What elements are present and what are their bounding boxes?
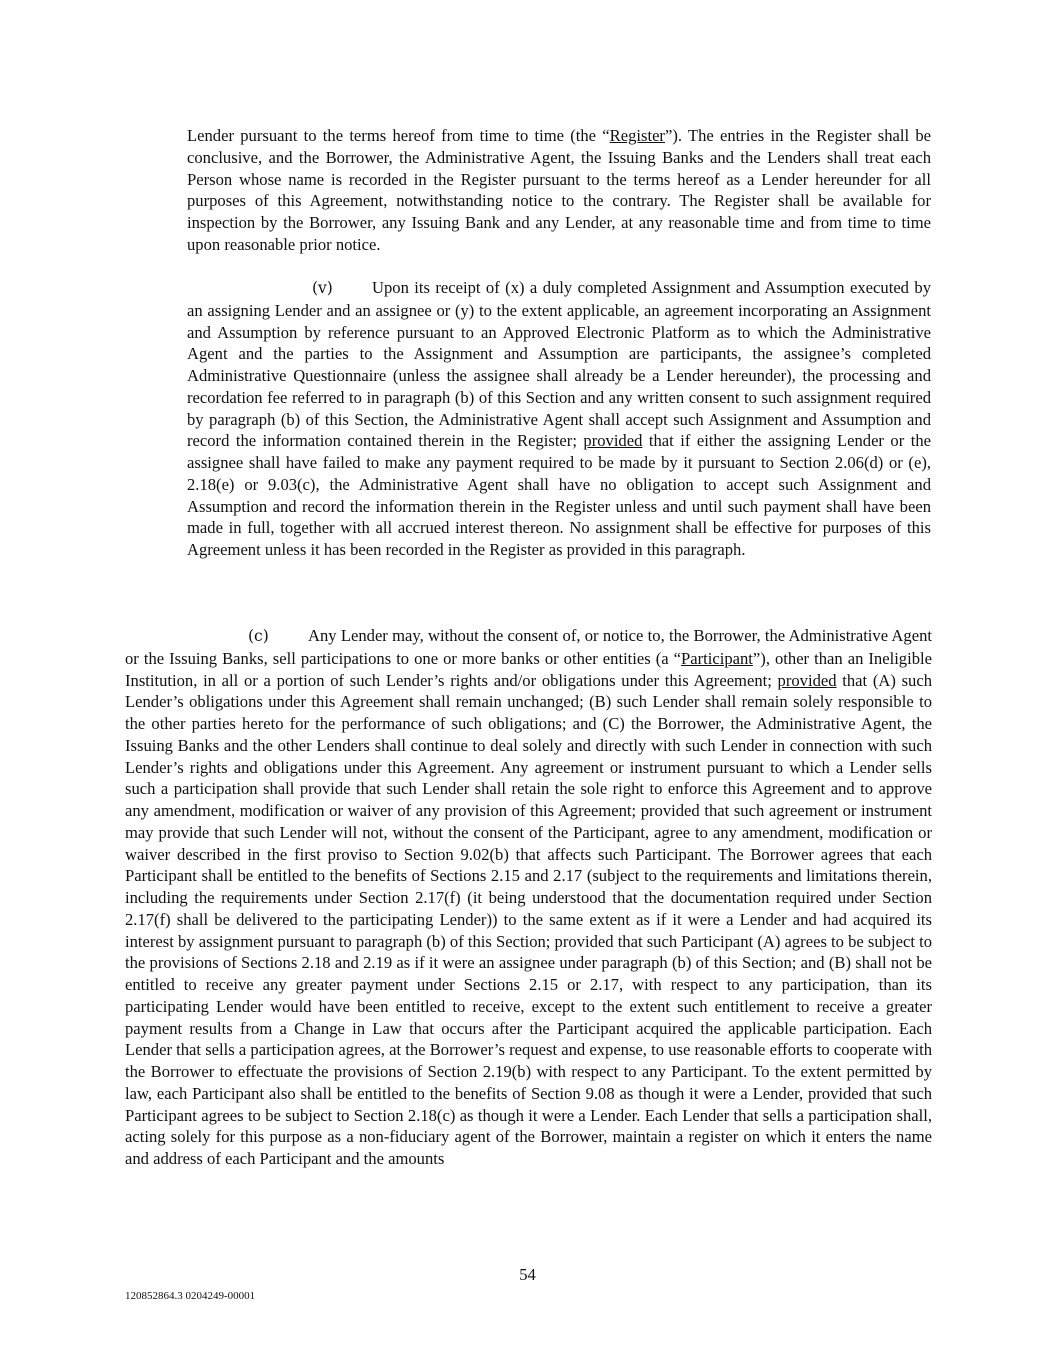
paragraph-c-proviso: provided — [777, 670, 837, 690]
defined-term-register: Register — [609, 126, 665, 145]
paragraph-v-label: (v) — [312, 279, 333, 297]
paragraph-v — [187, 277, 931, 561]
paragraph-c-label: (c) — [248, 627, 269, 645]
paragraph-v-proviso: provided — [583, 431, 643, 451]
defined-term-participant: Participant — [681, 648, 753, 668]
paragraph-iv-continuation — [187, 125, 931, 256]
paragraph-c-text-1: Any Lender may, without the consent of, or notice to, the Borrower, the Administrative Agent or the Issuing Banks, sell participations to one or more banks or other entities (a “ — [125, 626, 932, 668]
paragraph-v-text-2: that if either the assigning Lender or the assignee shall have failed to make any payment required to be made by it pursuant to Section 2.06(d) or (e), 2.18(e) or 9.03(c), the Administrative Agent shall have no obligation to accept such Assignment and Assumption and record the information therein in the Register unless and until such payment shall have been made in full, together with all accrued interest thereon. No assignment shall be effective for purposes of this Agreement unless it has been recorded in the Register as provided in this paragraph. — [187, 431, 931, 559]
paragraph-c — [125, 625, 932, 1170]
paragraph-c-text-3: that (A) such Lender’s obligations under this Agreement shall remain unchanged; (B) such Lender shall remain solely responsible to the other parties hereto for the performance of such obligations; and (C) the Borrower, the Administrative Agent, the Issuing Banks and the other Lenders shall continue to deal solely and directly with such Lender in connection with such Lender’s rights and obligations under this Agreement. Any agreement or instrument pursuant to which a Lender sells such a participation shall provide that such Lender shall retain the sole right to enforce this Agreement and to approve any amendment, modification or waiver of any provision of this Agreement; provided that such agreement or instrument may provide that such Lender will not, without the consent of the Participant, agree to any amendment, modification or waiver described in the first proviso to Section 9.02(b) that affects such Participant. The Borrower agrees that each Participant shall be entitled to the benefits of Sections 2.15 and 2.17 (subject to the requirements and limitations therein, including the requirements under Section 2.17(f) (it being understood that the documentation required under Section 2.17(f) shall be delivered to the participating Lender)) to the same extent as if it were a Lender and had acquired its interest by assignment pursuant to paragraph (b) of this Section; provided that such Participant (A) agrees to be subject to the provisions of Sections 2.18 and 2.19 as if it were an assignee under paragraph (b) of this Section; and (B) shall not be entitled to receive any greater payment under Sections 2.15 or 2.17, with respect to any participation, than its participating Lender would have been entitled to receive, except to the extent such entitlement to receive a greater payment results from a Change in Law that occurs after the Participant acquired the applicable participation. Each Lender that sells a participation agrees, at the Borrower’s request and expense, to use reasonable efforts to cooperate with the Borrower to effectuate the provisions of Section 2.19(b) with respect to any Participant. To the extent permitted by law, each Participant also shall be entitled to the benefits of Section 9.08 as though it were a Lender, provided that such Participant agrees to be subject to Section 2.18(c) as though it were a Lender. Each Lender that sells a participation shall, acting solely for this purpose as a non-fiduciary agent of the Borrower, maintain a register on which it enters the name and address of each Participant and the amounts — [125, 670, 932, 1168]
paragraph-iv-text-2: ”). The entries in the Register shall be conclusive, and the Borrower, the Administrative Agent, the Issuing Banks and the Lenders shall treat each Person whose name is recorded in the Register pursuant to the terms hereof as a Lender hereunder for all purposes of this Agreement, notwithstanding notice to the contrary. The Register shall be available for inspection by the Borrower, any Issuing Bank and any Lender, at any reasonable time and from time to time upon reasonable prior notice. — [187, 126, 931, 254]
paragraph-v-text-1: Upon its receipt of (x) a duly completed Assignment and Assumption executed by an assigning Lender and an assignee or (y) to the extent applicable, an agreement incorporating an Assignment and Assumption by reference pursuant to an Approved Electronic Platform as to which the Administrative Agent and the parties to the Assignment and Assumption are participants, the assignee’s completed Administrative Questionnaire (unless the assignee shall already be a Lender hereunder), the processing and recordation fee referred to in paragraph (b) of this Section and any written consent to such assignment required by paragraph (b) of this Section, the Administrative Agent shall accept such Assignment and Assumption and record the information contained therein in the Register; — [187, 278, 931, 451]
document-id: 120852864.3 0204249-00001 — [125, 1290, 256, 1302]
page-number: 54 — [519, 1265, 536, 1284]
paragraph-c-text-2: ”), other than an Ineligible Institution, in all or a portion of such Lender’s rights and/or obligations under this Agreement; — [125, 648, 932, 690]
paragraph-iv-text-1: Lender pursuant to the terms hereof from time to time (the “ — [187, 126, 610, 145]
